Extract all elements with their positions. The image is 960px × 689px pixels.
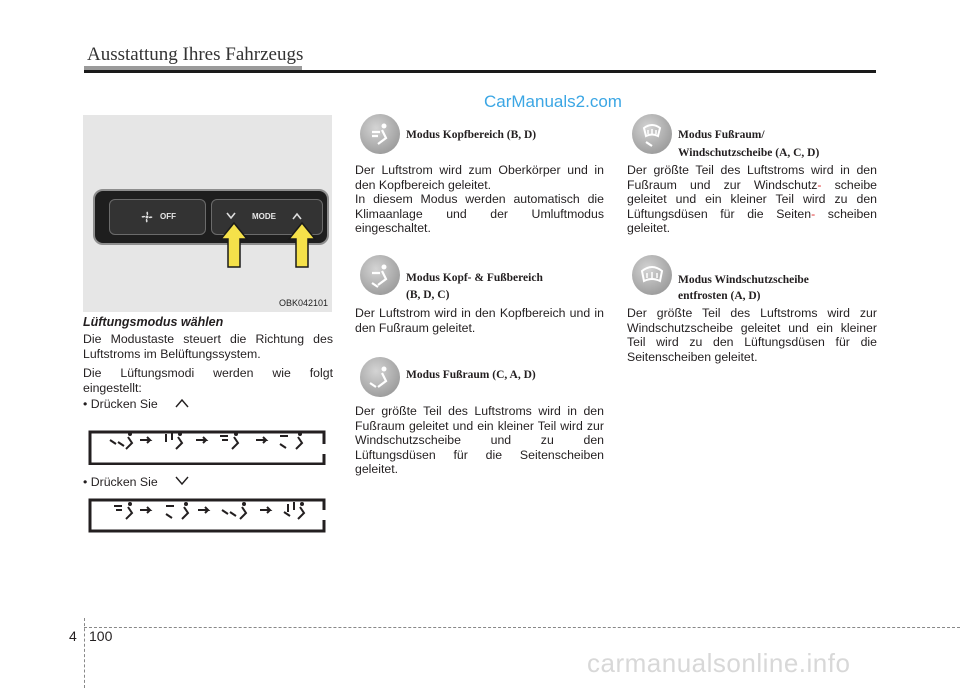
- mode4-text-a: Der größte Teil des Luftstroms wird in den Fußraum und zur Windschutz: [627, 163, 877, 192]
- watermark-top[interactable]: CarManuals2.com: [484, 92, 622, 111]
- mode4-text-b: scheibe geleitet und ein kleiner Teil wird zu den Lüftungsdüsen für die Seiten: [627, 177, 877, 221]
- control-panel-photo: [83, 115, 332, 312]
- mode1-text2: In diesem Modus werden automatisch die Klimaanlage und der Umluftmodus eingeschaltet.: [355, 192, 604, 235]
- mode2-title-line1: Modus Kopf- & Fußbereich: [406, 272, 543, 284]
- mode-defrost-icon: [632, 255, 672, 295]
- arrow-up-indicator-icon: [287, 221, 317, 269]
- mode5-title-line1: Modus Windschutzscheibe: [678, 274, 809, 286]
- chevron-down-icon: [175, 476, 189, 486]
- head-foot-airflow-icon: [360, 255, 400, 295]
- hyphen-red: -: [811, 206, 816, 221]
- mode3-text: Der größte Teil des Luftstroms wird in den Fußraum geleitet und ein kleiner Teil wird zur Windschutzscheibe und zu den Lüftungsdüsen für die Seitenscheiben geleitet.: [355, 404, 604, 476]
- mode2-text: Der Luftstrom wird in den Kopfbereich und in den Fußraum geleitet.: [355, 306, 604, 335]
- chapter-number: 4: [69, 628, 77, 644]
- page-number: 100: [89, 628, 113, 644]
- chevron-down-icon: [226, 212, 236, 220]
- intro-paragraph: Die Modustaste steuert die Richtung des Luftstroms im Belüftungssystem.: [83, 332, 333, 361]
- mode4-title-line1: Modus Fußraum/: [678, 129, 765, 141]
- press-down-label: • Drücken Sie: [83, 475, 158, 489]
- arrow-up-indicator-icon: [219, 221, 249, 269]
- page-header-title: Ausstattung Ihres Fahrzeugs: [87, 44, 304, 65]
- hyphen-red: -: [817, 177, 822, 192]
- chevron-up-icon: [292, 212, 302, 220]
- mode-sequence-up: [88, 420, 328, 465]
- mode4-text: [627, 163, 877, 236]
- mode5-text: Der größte Teil des Luftstroms wird zur Windschutzscheibe geleitet und ein kleiner Teil wird zu den Lüftungsdüsen für die Seitenscheiben geleitet.: [627, 306, 877, 364]
- head-airflow-icon: [360, 114, 400, 154]
- modes-paragraph: Die Lüftungsmodi werden wie folgt eingestellt:: [83, 366, 333, 395]
- mode2-title-line2: (B, D, C): [406, 289, 450, 301]
- mode1-text1: Der Luftstrom wird zum Oberkörper und in den Kopfbereich geleitet.: [355, 163, 604, 192]
- mode5-title-line2: entfrosten (A, D): [678, 290, 761, 302]
- mode4-text-c: scheiben geleitet.: [627, 206, 877, 235]
- press-up-label: • Drücken Sie: [83, 397, 158, 411]
- mode-label: MODE: [252, 212, 276, 221]
- mode-foot-icon: [360, 357, 400, 397]
- chevron-up-icon: [175, 398, 189, 408]
- figure-caption: OBK042101: [278, 298, 328, 308]
- fan-off-button: [109, 199, 206, 235]
- footer-rule: [84, 627, 960, 629]
- mode4-title-line2: Windschutzscheibe (A, C, D): [678, 147, 820, 159]
- header-rule: [84, 70, 876, 73]
- foot-airflow-icon: [360, 357, 400, 397]
- mode-foot-defrost-icon: [632, 114, 672, 154]
- fan-icon: [140, 210, 154, 224]
- foot-defrost-airflow-icon: [632, 114, 672, 154]
- footer-vertical-rule: [84, 618, 86, 688]
- mode3-title: Modus Fußraum (C, A, D): [406, 369, 536, 381]
- off-label: OFF: [160, 212, 176, 221]
- mode1-title: Modus Kopfbereich (B, D): [406, 129, 537, 141]
- mode-headfoot-icon: [360, 255, 400, 295]
- defrost-icon: [632, 255, 672, 295]
- section-heading: Lüftungsmodus wählen: [83, 315, 224, 329]
- mode-head-icon: [360, 114, 400, 154]
- mode-sequence-down: [88, 498, 328, 533]
- watermark-bottom[interactable]: carmanualsonline.info: [587, 648, 851, 678]
